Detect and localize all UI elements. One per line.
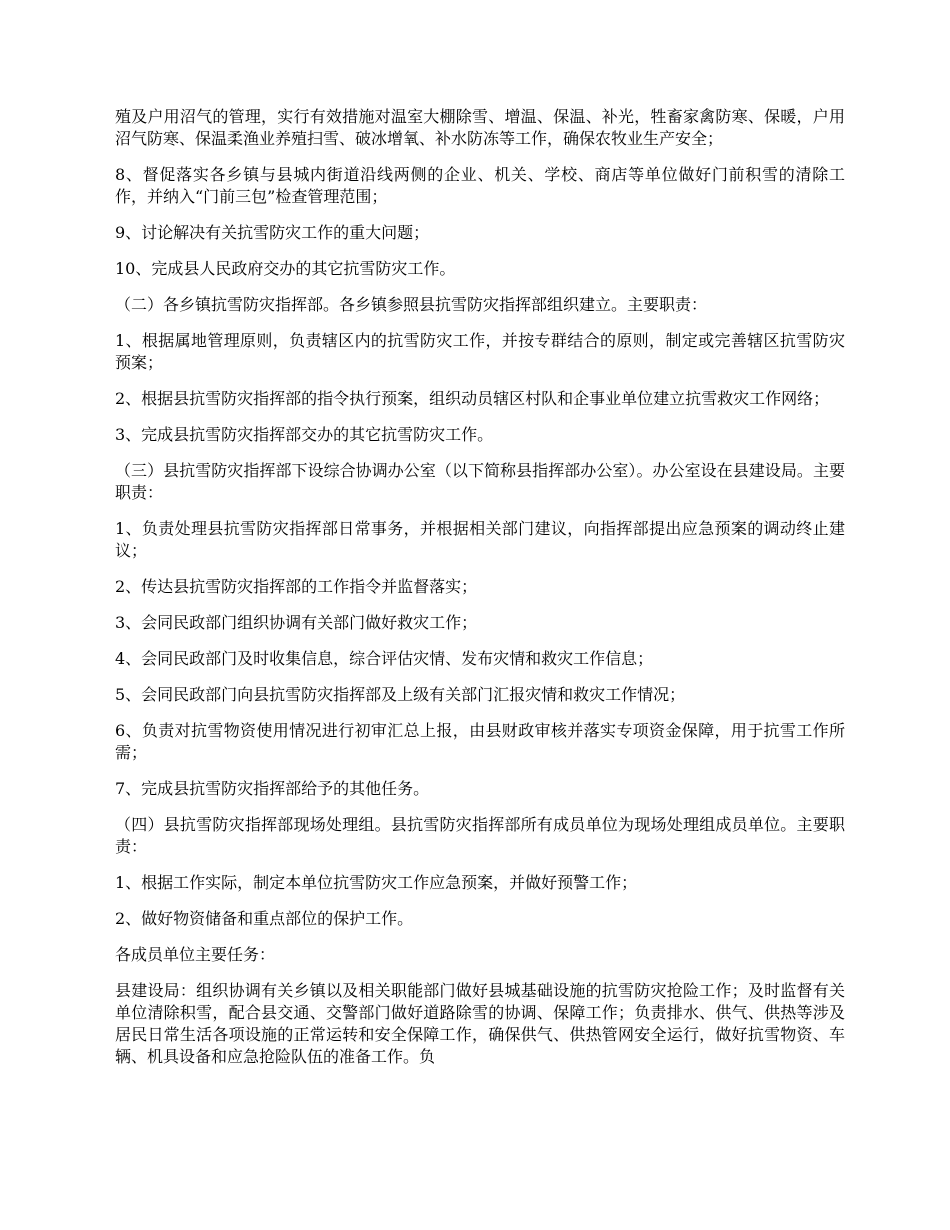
paragraph-s3-item-4: 4、会同民政部门及时收集信息，综合评估灾情、发布灾情和救灾工作信息； [115, 649, 654, 668]
paragraph-s3-item-6: 6、负责对抗雪物资使用情况进行初审汇总上报，由县财政审核并落实专项资金保障，用于抗雪工作所需； [115, 721, 845, 762]
paragraph-s2-item-1: 1、根据属地管理原则，负责辖区内的抗雪防灾工作，并按专群结合的原则，制定或完善辖区抗雪防灾预案； [115, 331, 845, 372]
paragraph-member-tasks: 各成员单位主要任务： [115, 945, 276, 964]
paragraph-s3-item-2: 2、传达县抗雪防灾指挥部的工作指令并监督落实； [115, 577, 478, 596]
paragraph-item-10: 10、完成县人民政府交办的其它抗雪防灾工作。 [115, 259, 456, 278]
paragraph-construction-bureau: 县建设局：组织协调有关乡镇以及相关职能部门做好县城基础设施的抗雪防灾抢险工作；及时监督有关单位清除积雪，配合县交通、交警部门做好道路除雪的协调、保障工作；负责排水、供气、供热等涉及居民日常生活各项设施的正常运转和安全保障工作，确保供气、供热管网安全运行，做好抗雪物资、车辆、机具设备和应急抢险队伍的准备工作。负 [115, 981, 845, 1066]
paragraph-item-9: 9、讨论解决有关抗雪防灾工作的重大问题； [115, 223, 430, 242]
paragraph-item-8: 8、督促落实各乡镇与县城内街道沿线两侧的企业、机关、学校、商店等单位做好门前积雪的清除工作，并纳入“门前三包”检查管理范围； [115, 165, 845, 206]
paragraph-s3-item-5: 5、会同民政部门向县抗雪防灾指挥部及上级有关部门汇报灾情和救灾工作情况； [115, 685, 686, 704]
document-page [115, 106, 845, 1082]
paragraph-s3-item-1: 1、负责处理县抗雪防灾指挥部日常事务，并根据相关部门建议，向指挥部提出应急预案的调动终止建议； [115, 519, 845, 560]
section-heading-2: （二）各乡镇抗雪防灾指挥部。各乡镇参照县抗雪防灾指挥部组织建立。主要职责： [115, 295, 708, 314]
paragraph-s4-item-1: 1、根据工作实际，制定本单位抗雪防灾工作应急预案，并做好预警工作； [115, 873, 638, 892]
paragraph-s4-item-2: 2、做好物资储备和重点部位的保护工作。 [115, 909, 414, 928]
paragraph-s3-item-7: 7、完成县抗雪防灾指挥部给予的其他任务。 [115, 779, 430, 798]
paragraph-s2-item-2: 2、根据县抗雪防灾指挥部的指令执行预案，组织动员辖区村队和企事业单位建立抗雪救灾工作网络； [115, 389, 830, 408]
paragraph-farm-safety: 殖及户用沼气的管理，实行有效措施对温室大棚除雪、增温、保温、补光，牲畜家禽防寒、保暖，户用沼气防寒、保温柔渔业养殖扫雪、破冰增氧、补水防冻等工作，确保农牧业生产安全； [115, 107, 845, 148]
section-heading-4: （四）县抗雪防灾指挥部现场处理组。县抗雪防灾指挥部所有成员单位为现场处理组成员单位。主要职责： [115, 815, 845, 856]
paragraph-s2-item-3: 3、完成县抗雪防灾指挥部交办的其它抗雪防灾工作。 [115, 425, 494, 444]
paragraph-s3-item-3: 3、会同民政部门组织协调有关部门做好救灾工作； [115, 613, 478, 632]
section-heading-3: （三）县抗雪防灾指挥部下设综合协调办公室（以下简称县指挥部办公室）。办公室设在县建设局。主要职责： [115, 461, 845, 502]
